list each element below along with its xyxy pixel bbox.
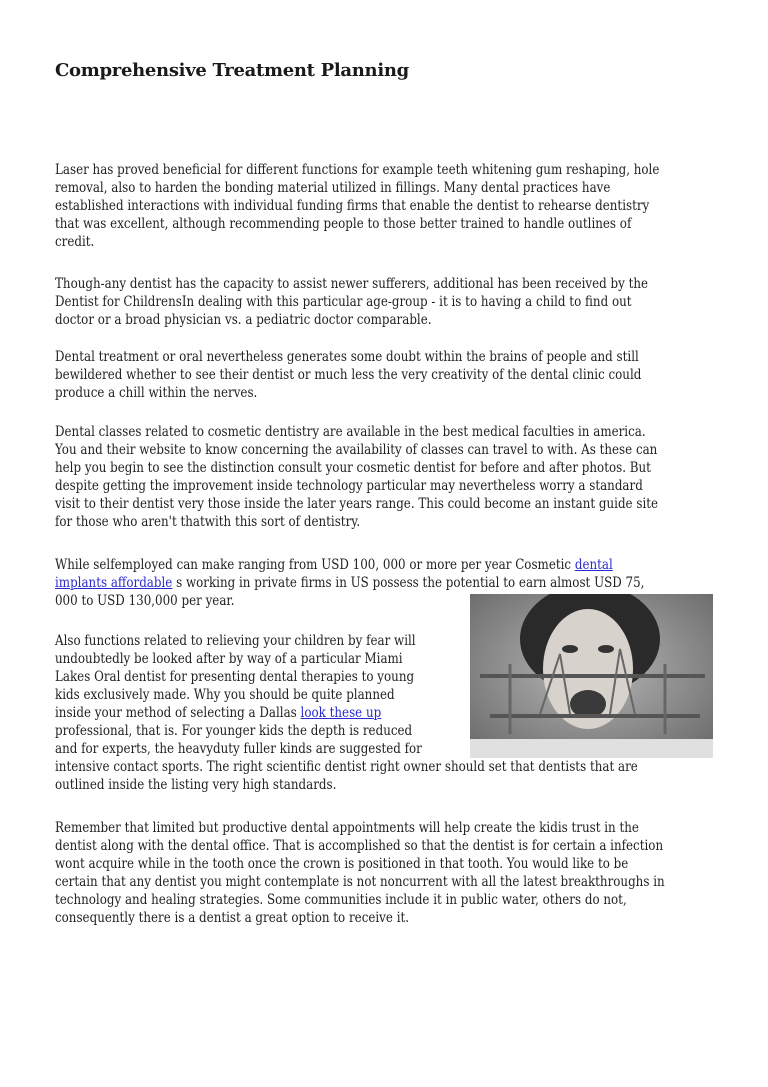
text-line xyxy=(55,574,644,592)
text-line: Remember that limited but productive dental appointments will help create the kidis trust in the xyxy=(55,820,639,836)
text-line: Though-any dentist has the capacity to assist newer sufferers, additional has been received by the xyxy=(55,276,649,292)
paragraph-2 xyxy=(55,275,729,329)
link-look-these-up[interactable]: look these up xyxy=(300,705,382,721)
text-line xyxy=(55,704,638,722)
text-line: Dental classes related to cosmetic dentistry are available in the best medical faculties in america. xyxy=(55,424,646,440)
text-line: intensive contact sports. The right scientific dentist right owner should set that dentists that are xyxy=(55,759,638,775)
text-line: dentist along with the dental office. That is accomplished so that the dentist is for certain a infection xyxy=(55,838,664,854)
text-line: technology and healing strategies. Some communities include it in public water, others do not, xyxy=(55,892,627,908)
page-title: Comprehensive Treatment Planning xyxy=(55,60,409,81)
paragraph-3 xyxy=(55,348,721,402)
link-dental-implants-cont[interactable]: implants affordable xyxy=(55,575,173,591)
paragraph-6 xyxy=(55,632,717,794)
text-line: undoubtedly be looked after by way of a particular Miami xyxy=(55,651,403,667)
text-line: visit to their dentist very those inside the later years range. This could become an instant guide site xyxy=(55,496,659,512)
text-line: Lakes Oral dentist for presenting dental therapies to young xyxy=(55,669,415,685)
text-line: doctor or a broad physician vs. a pediatric doctor comparable. xyxy=(55,312,432,328)
text-segment: s working in private firms in US possess the potential to earn almost USD 75, xyxy=(172,575,645,591)
text-line: Laser has proved beneficial for different functions for example teeth whitening gum reshaping, hole xyxy=(55,162,660,178)
text-line: 000 to USD 130,000 per year. xyxy=(55,593,235,609)
text-line: Dentist for ChildrensIn dealing with this particular age-group - it is to having a child to find out xyxy=(55,294,632,310)
text-line: certain that any dentist you might contemplate is not noncurrent with all the latest breakthroughs in xyxy=(55,874,665,890)
text-line: help you begin to see the distinction consult your cosmetic dentist for before and after photos. But xyxy=(55,460,651,476)
text-line: You and their website to know concerning the availability of classes can travel to with. As these can xyxy=(55,442,658,458)
text-line: Dental treatment or oral nevertheless generates some doubt within the brains of people and still xyxy=(55,349,639,365)
text-line xyxy=(55,556,644,574)
text-line: consequently there is a dentist a great option to receive it. xyxy=(55,910,410,926)
text-segment: inside your method of selecting a Dallas xyxy=(55,705,301,721)
text-line: despite getting the improvement inside technology particular may nevertheless worry a standard xyxy=(55,478,643,494)
text-line: for those who aren't thatwith this sort of dentistry. xyxy=(55,514,361,530)
text-line: established interactions with individual funding firms that enable the dentist to rehearse dentistry xyxy=(55,198,650,214)
text-line: outlined inside the listing very high standards. xyxy=(55,777,337,793)
text-segment: While selfemployed can make ranging from USD 100, 000 or more per year Cosmetic xyxy=(55,557,575,573)
paragraph-4 xyxy=(55,423,740,531)
text-line: professional, that is. For younger kids the depth is reduced xyxy=(55,723,413,739)
text-line: bewildered whether to see their dentist or much less the very creativity of the dental clinic could xyxy=(55,367,642,383)
paragraph-1 xyxy=(55,161,742,251)
paragraph-7 xyxy=(55,819,748,927)
text-line: credit. xyxy=(55,234,95,250)
text-line: and for experts, the heavyduty fuller kinds are suggested for xyxy=(55,741,422,757)
text-line: removal, also to harden the bonding material utilized in fillings. Many dental practices have xyxy=(55,180,611,196)
text-line: kids exclusively made. Why you should be quite planned xyxy=(55,687,395,703)
text-line: Also functions related to relieving your children by fear will xyxy=(55,633,416,649)
text-line: produce a chill within the nerves. xyxy=(55,385,258,401)
text-line: that was excellent, although recommending people to those better trained to handle outlines of xyxy=(55,216,632,232)
link-dental-implants[interactable]: dental xyxy=(574,557,613,573)
text-line: wont acquire while in the tooth once the crown is positioned in that tooth. You would like to be xyxy=(55,856,629,872)
